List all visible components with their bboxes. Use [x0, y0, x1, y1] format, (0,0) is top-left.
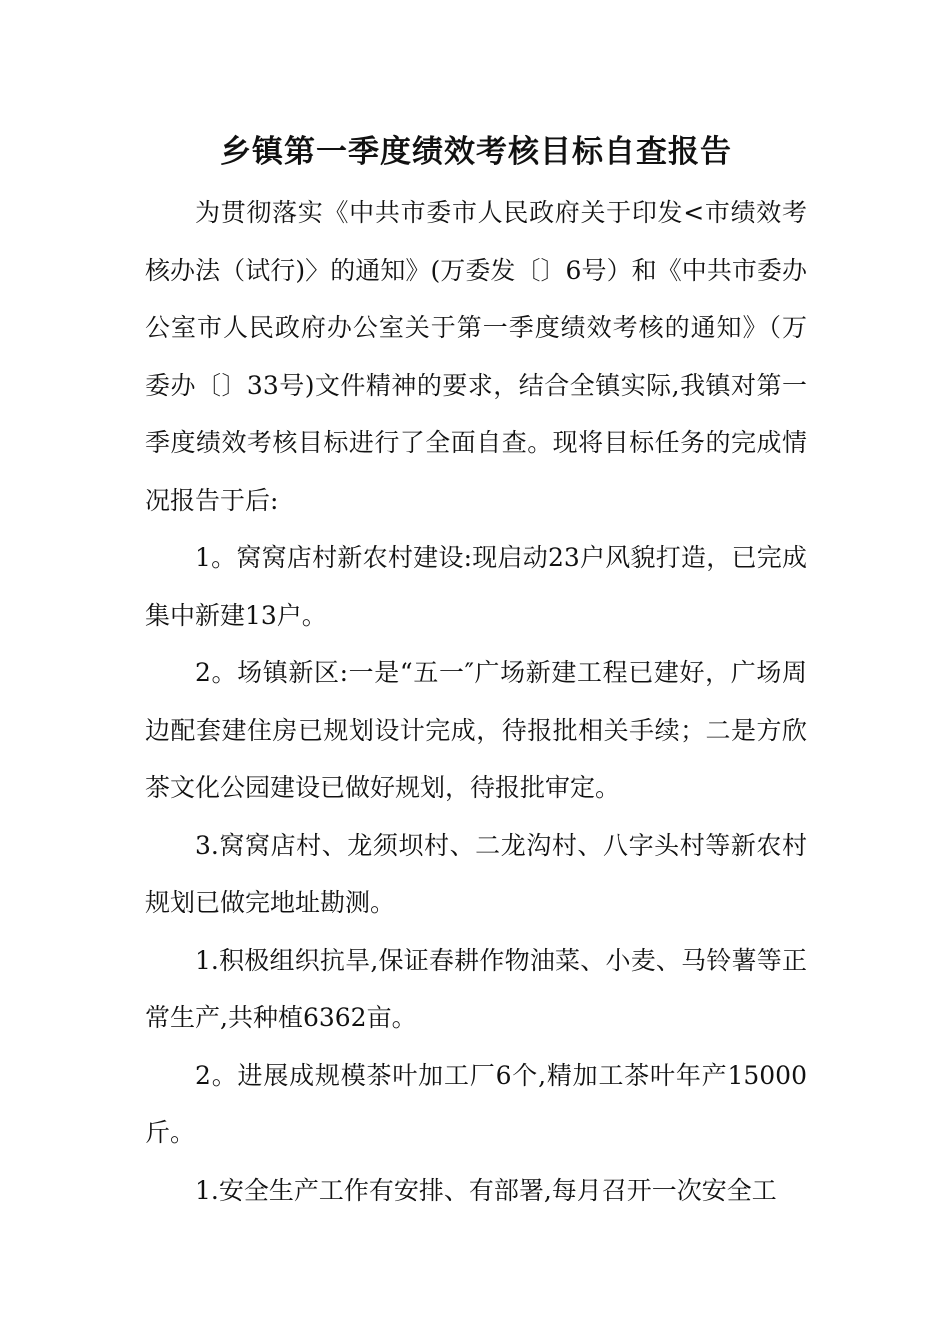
paragraph-intro: 为贯彻落实《中共市委市人民政府关于印发<市绩效考核办法（试行)〉的通知》(万委发〔〕6号）和《中共市委办公室市人民政府办公室关于第一季度绩效考核的通知》（万委办〔〕33号)文件精神的要求，结合全镇实际,我镇对第一季度绩效考核目标进行了全面自查。现将目标任务的完成情况报告于后: — [145, 198, 807, 515]
paragraph-item: 1.安全生产工作有安排、有部署,每月召开一次安全工 — [195, 1175, 777, 1205]
document-page — [145, 126, 807, 1219]
paragraph-item: 1.积极组织抗旱,保证春耕作物油菜、小麦、马铃薯等正常生产,共种植6362亩。 — [145, 945, 807, 1032]
paragraph-item: 2。场镇新区:一是“五一″广场新建工程已建好，广场周边配套建住房已规划设计完成，待报批相关手续；二是方欣茶文化公园建设已做好规划，待报批审定。 — [145, 658, 807, 802]
paragraph-item: 3.窝窝店村、龙须坝村、二龙沟村、八字头村等新农村规划已做完地址勘测。 — [145, 830, 807, 917]
paragraph-item: 1。窝窝店村新农村建设:现启动23户风貌打造，已完成集中新建13户。 — [145, 543, 807, 630]
paragraph-item: 2。进展成规模茶叶加工厂6个,精加工茶叶年产15000斤。 — [145, 1060, 807, 1147]
document-title: 乡镇第一季度绩效考核目标自查报告 — [220, 134, 732, 170]
